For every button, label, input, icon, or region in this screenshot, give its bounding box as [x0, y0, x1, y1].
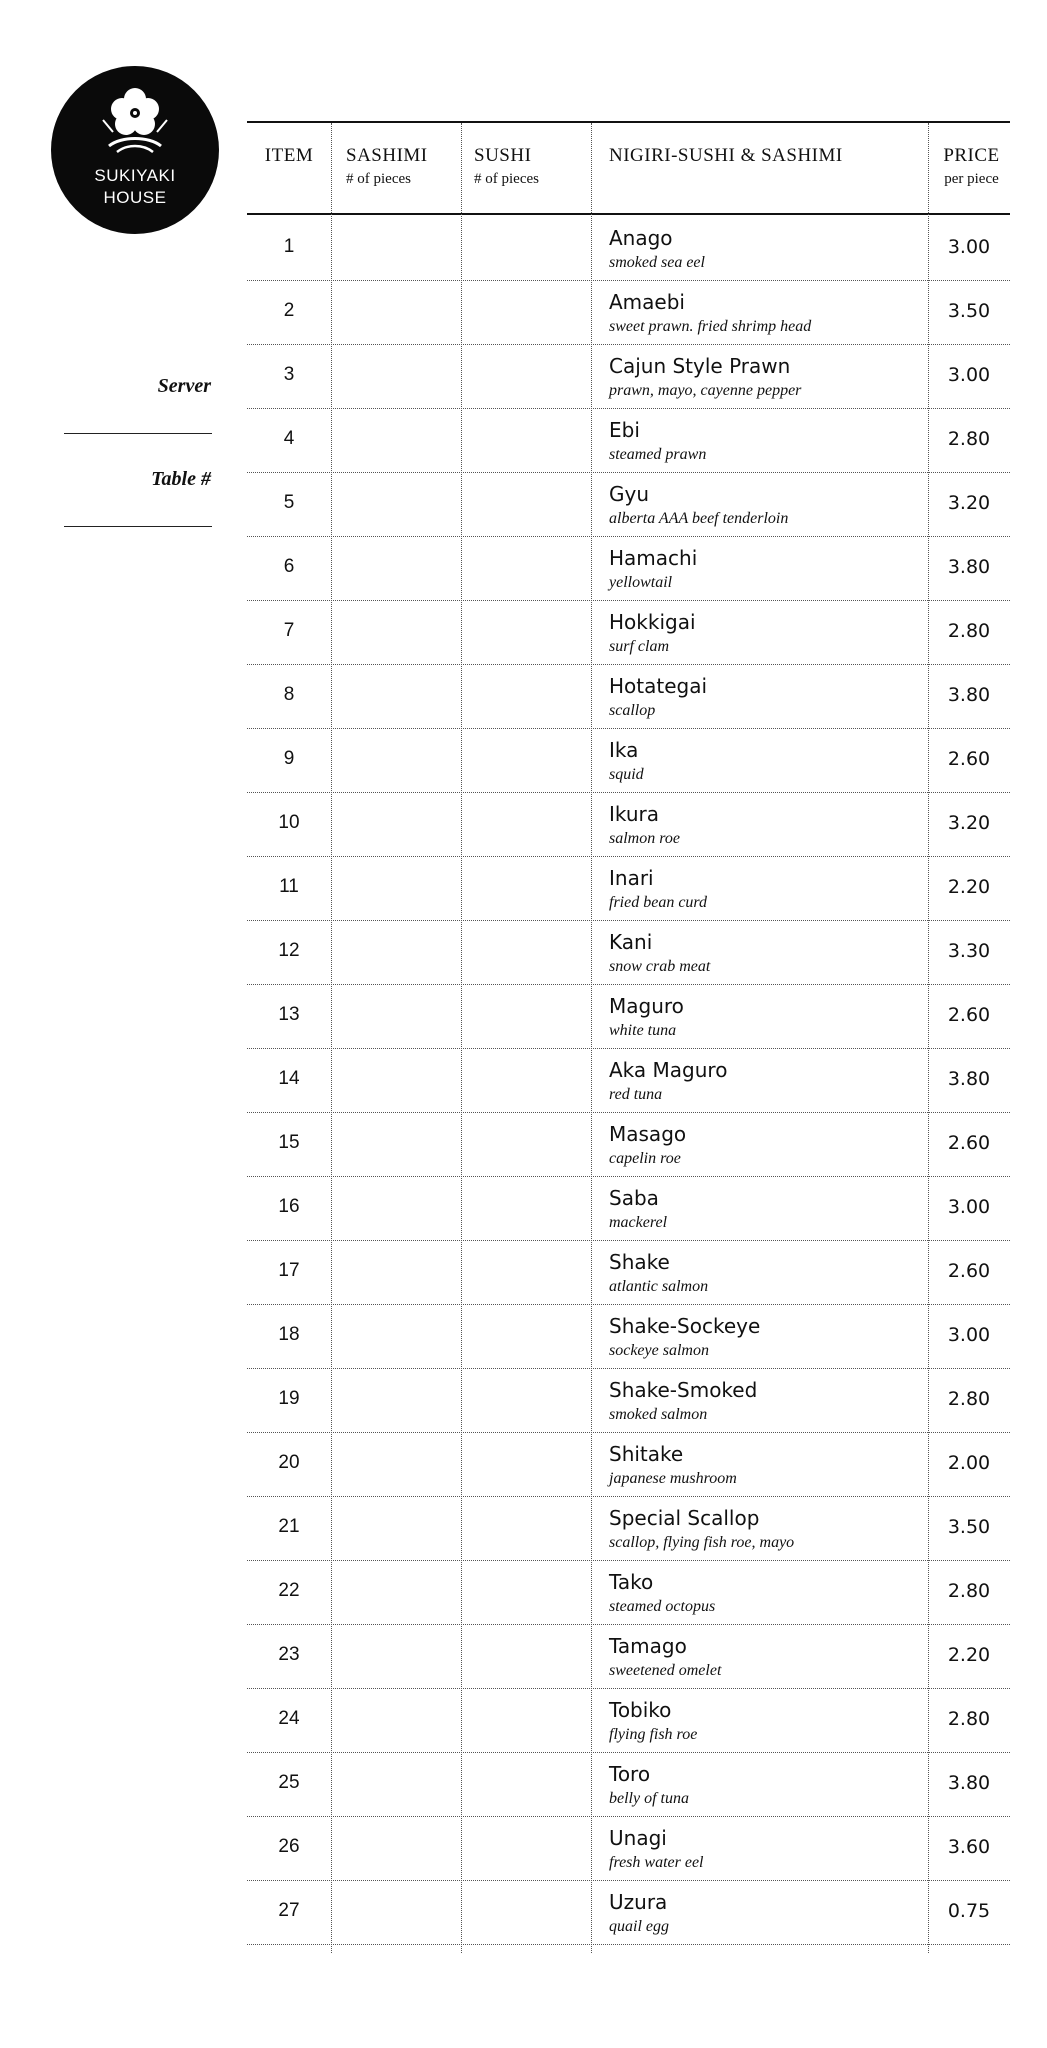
item-description: sweet prawn. fried shrimp head [609, 318, 812, 335]
item-number: 1 [283, 236, 295, 257]
item-number: 8 [283, 684, 295, 705]
header-sushi-sub: # of pieces [474, 171, 539, 187]
item-name: Kani [609, 930, 653, 954]
item-name: Inari [609, 866, 654, 890]
item-price: 3.00 [947, 364, 991, 386]
item-name: Tobiko [609, 1698, 672, 1722]
menu-item-row [247, 1240, 1010, 1305]
table-number-label: Table # [151, 468, 211, 490]
sushi-pieces-field[interactable] [463, 858, 591, 916]
sushi-pieces-field[interactable] [463, 602, 591, 660]
sushi-pieces-field[interactable] [463, 730, 591, 788]
server-write-line[interactable] [64, 433, 212, 434]
sushi-pieces-field[interactable] [463, 1754, 591, 1812]
header-top-rule [247, 121, 1010, 123]
sashimi-pieces-field[interactable] [333, 986, 461, 1044]
item-price: 2.20 [947, 1644, 991, 1666]
sashimi-pieces-field[interactable] [333, 1818, 461, 1876]
menu-item-row [247, 664, 1010, 729]
menu-item-row [247, 472, 1010, 537]
item-number: 18 [278, 1324, 300, 1345]
item-price: 0.75 [947, 1900, 991, 1922]
item-number: 19 [278, 1388, 300, 1409]
menu-item-row [247, 1176, 1010, 1241]
item-description: flying fish roe [609, 1726, 698, 1743]
item-price: 3.20 [947, 492, 991, 514]
sashimi-pieces-field[interactable] [333, 1690, 461, 1748]
item-price: 3.30 [947, 940, 991, 962]
item-price: 2.00 [947, 1452, 991, 1474]
menu-item-row [247, 984, 1010, 1049]
item-number: 24 [278, 1708, 300, 1729]
menu-item-row [247, 344, 1010, 409]
item-description: surf clam [609, 638, 669, 655]
sashimi-pieces-field[interactable] [333, 1050, 461, 1108]
header-sushi [474, 145, 539, 188]
item-number: 25 [278, 1772, 300, 1793]
sushi-pieces-field[interactable] [463, 1242, 591, 1300]
item-price: 3.50 [947, 300, 991, 322]
item-name: Tako [609, 1570, 654, 1594]
item-name: Gyu [609, 482, 650, 506]
item-name: Amaebi [609, 290, 685, 314]
item-number: 15 [278, 1132, 300, 1153]
sushi-pieces-field[interactable] [463, 1114, 591, 1172]
item-number: 27 [278, 1900, 300, 1921]
item-description: red tuna [609, 1086, 663, 1103]
sushi-pieces-field[interactable] [463, 1626, 591, 1684]
item-name: Hotategai [609, 674, 708, 698]
item-name: Shitake [609, 1442, 684, 1466]
menu-item-row [247, 1048, 1010, 1113]
item-description: mackerel [609, 1214, 668, 1231]
menu-item-row [247, 600, 1010, 665]
item-name: Masago [609, 1122, 687, 1146]
item-price: 2.80 [947, 1708, 991, 1730]
sashimi-pieces-field[interactable] [333, 730, 461, 788]
item-price: 2.80 [947, 1580, 991, 1602]
logo-text-line-1: SUKIYAKI [94, 166, 176, 185]
item-name: Ebi [609, 418, 640, 442]
sashimi-pieces-field[interactable] [333, 538, 461, 596]
menu-item-row [247, 280, 1010, 345]
menu-item-row [247, 1816, 1010, 1881]
item-name: Cajun Style Prawn [609, 354, 791, 378]
item-description: steamed octopus [609, 1598, 716, 1615]
sushi-pieces-field[interactable] [463, 1882, 591, 1940]
item-number: 13 [278, 1004, 300, 1025]
header-price [933, 145, 1010, 188]
menu-item-row [247, 1304, 1010, 1369]
sushi-pieces-field[interactable] [463, 1434, 591, 1492]
item-price: 3.60 [947, 1836, 991, 1858]
item-description: sweetened omelet [609, 1662, 722, 1679]
item-price: 3.80 [947, 684, 991, 706]
sashimi-pieces-field[interactable] [333, 1306, 461, 1364]
sashimi-pieces-field[interactable] [333, 218, 461, 276]
sashimi-pieces-field[interactable] [333, 474, 461, 532]
sashimi-pieces-field[interactable] [333, 794, 461, 852]
item-price: 2.60 [947, 1260, 991, 1282]
item-name: Hamachi [609, 546, 698, 570]
item-description: atlantic salmon [609, 1278, 709, 1295]
header-price-label: PRICE [943, 145, 1000, 166]
item-description: japanese mushroom [609, 1470, 737, 1487]
item-number: 17 [278, 1260, 300, 1281]
item-description: prawn, mayo, cayenne pepper [609, 382, 802, 399]
menu-item-row [247, 1112, 1010, 1177]
sashimi-pieces-field[interactable] [333, 1242, 461, 1300]
item-name: Uzura [609, 1890, 668, 1914]
item-price: 2.20 [947, 876, 991, 898]
sashimi-pieces-field[interactable] [333, 1562, 461, 1620]
menu-item-row [247, 1496, 1010, 1561]
item-name: Anago [609, 226, 673, 250]
item-description: smoked sea eel [609, 254, 705, 271]
item-description: snow crab meat [609, 958, 711, 975]
item-description: belly of tuna [609, 1790, 689, 1807]
sushi-pieces-field[interactable] [463, 1818, 591, 1876]
menu-item-row [247, 536, 1010, 601]
menu-item-row [247, 1624, 1010, 1689]
sushi-pieces-field[interactable] [463, 410, 591, 468]
item-number: 4 [283, 428, 295, 449]
header-item-label: ITEM [264, 145, 314, 166]
sushi-pieces-field[interactable] [463, 922, 591, 980]
sushi-pieces-field[interactable] [463, 1370, 591, 1428]
menu-item-row [247, 1688, 1010, 1753]
item-description: alberta AAA beef tenderloin [609, 510, 789, 527]
item-description: yellowtail [609, 574, 673, 591]
item-price: 2.60 [947, 1132, 991, 1154]
sashimi-pieces-field[interactable] [333, 666, 461, 724]
item-number: 6 [283, 556, 295, 577]
menu-item-row [247, 216, 1010, 281]
sushi-pieces-field[interactable] [463, 666, 591, 724]
sushi-pieces-field[interactable] [463, 1050, 591, 1108]
header-nigiri-sashimi-label: NIGIRI-SUSHI & SASHIMI [609, 145, 843, 166]
sashimi-pieces-field[interactable] [333, 858, 461, 916]
plum-blossom-crest-icon [95, 82, 175, 162]
item-price: 2.60 [947, 748, 991, 770]
sushi-pieces-field[interactable] [463, 794, 591, 852]
sushi-pieces-field[interactable] [463, 474, 591, 532]
sushi-pieces-field[interactable] [463, 1498, 591, 1556]
item-number: 26 [278, 1836, 300, 1857]
sashimi-pieces-field[interactable] [333, 602, 461, 660]
menu-item-row [247, 1368, 1010, 1433]
sashimi-pieces-field[interactable] [333, 1434, 461, 1492]
item-number: 14 [278, 1068, 300, 1089]
item-price: 3.20 [947, 812, 991, 834]
sushi-pieces-field[interactable] [463, 218, 591, 276]
sashimi-pieces-field[interactable] [333, 1114, 461, 1172]
item-price: 3.80 [947, 1772, 991, 1794]
item-description: scallop, flying fish roe, mayo [609, 1534, 795, 1551]
header-bottom-rule [247, 213, 1010, 215]
menu-item-row [247, 408, 1010, 473]
sashimi-pieces-field[interactable] [333, 282, 461, 340]
item-price: 3.80 [947, 556, 991, 578]
sashimi-pieces-field[interactable] [333, 1754, 461, 1812]
item-number: 21 [278, 1516, 300, 1537]
item-number: 20 [278, 1452, 300, 1473]
item-number: 3 [283, 364, 295, 385]
item-name: Hokkigai [609, 610, 696, 634]
item-price: 2.80 [947, 1388, 991, 1410]
menu-item-row [247, 1432, 1010, 1497]
item-number: 2 [283, 300, 295, 321]
menu-item-row [247, 856, 1010, 921]
sashimi-pieces-field[interactable] [333, 1178, 461, 1236]
item-description: fresh water eel [609, 1854, 704, 1871]
item-name: Shake-Sockeye [609, 1314, 761, 1338]
item-description: sockeye salmon [609, 1342, 709, 1359]
item-price: 3.50 [947, 1516, 991, 1538]
item-price: 2.60 [947, 1004, 991, 1026]
item-description: capelin roe [609, 1150, 681, 1167]
header-nigiri-sashimi [609, 145, 843, 167]
item-name: Special Scallop [609, 1506, 760, 1530]
menu-item-row [247, 792, 1010, 857]
restaurant-logo [51, 66, 219, 234]
item-name: Shake [609, 1250, 670, 1274]
item-number: 11 [279, 876, 299, 897]
server-label: Server [157, 375, 211, 397]
sushi-pieces-field[interactable] [463, 1562, 591, 1620]
sashimi-pieces-field[interactable] [333, 346, 461, 404]
menu-item-row [247, 728, 1010, 793]
sushi-pieces-field[interactable] [463, 1306, 591, 1364]
item-description: smoked salmon [609, 1406, 708, 1423]
header-item [247, 145, 331, 167]
item-number: 16 [278, 1196, 300, 1217]
item-description: steamed prawn [609, 446, 707, 463]
item-description: fried bean curd [609, 894, 708, 911]
item-number: 10 [278, 812, 300, 833]
item-name: Unagi [609, 1826, 667, 1850]
item-name: Tamago [609, 1634, 687, 1658]
sashimi-pieces-field[interactable] [333, 410, 461, 468]
item-price: 3.00 [947, 236, 991, 258]
table-number-write-line[interactable] [64, 526, 212, 527]
menu-item-row [247, 1880, 1010, 1945]
sashimi-pieces-field[interactable] [333, 1882, 461, 1940]
item-name: Ika [609, 738, 639, 762]
item-number: 5 [283, 492, 295, 513]
item-name: Saba [609, 1186, 659, 1210]
item-price: 2.80 [947, 428, 991, 450]
sushi-pieces-field[interactable] [463, 538, 591, 596]
sushi-pieces-field[interactable] [463, 346, 591, 404]
item-description: white tuna [609, 1022, 677, 1039]
item-price: 3.80 [947, 1068, 991, 1090]
header-sushi-label: SUSHI [474, 145, 532, 166]
header-price-sub: per piece [944, 171, 999, 187]
item-price: 3.00 [947, 1324, 991, 1346]
item-number: 7 [283, 620, 295, 641]
menu-item-row [247, 1752, 1010, 1817]
menu-item-row [247, 1560, 1010, 1625]
item-number: 22 [278, 1580, 300, 1601]
sushi-pieces-field[interactable] [463, 1178, 591, 1236]
item-price: 2.80 [947, 620, 991, 642]
sashimi-pieces-field[interactable] [333, 922, 461, 980]
item-description: quail egg [609, 1918, 669, 1935]
item-name: Toro [609, 1762, 651, 1786]
item-price: 3.00 [947, 1196, 991, 1218]
item-description: scallop [609, 702, 656, 719]
logo-text-line-2: HOUSE [103, 188, 167, 207]
header-sashimi [346, 145, 428, 188]
sashimi-pieces-field[interactable] [333, 1498, 461, 1556]
header-sashimi-sub: # of pieces [346, 171, 411, 187]
sushi-pieces-field[interactable] [463, 986, 591, 1044]
item-description: salmon roe [609, 830, 680, 847]
item-number: 23 [278, 1644, 300, 1665]
item-number: 12 [278, 940, 300, 961]
menu-item-row [247, 920, 1010, 985]
sushi-pieces-field[interactable] [463, 1690, 591, 1748]
item-name: Ikura [609, 802, 660, 826]
sushi-pieces-field[interactable] [463, 282, 591, 340]
sashimi-pieces-field[interactable] [333, 1626, 461, 1684]
item-name: Aka Maguro [609, 1058, 728, 1082]
sashimi-pieces-field[interactable] [333, 1370, 461, 1428]
item-name: Maguro [609, 994, 684, 1018]
item-name: Shake-Smoked [609, 1378, 758, 1402]
item-number: 9 [283, 748, 295, 769]
item-description: squid [609, 766, 644, 783]
header-sashimi-label: SASHIMI [346, 145, 428, 166]
